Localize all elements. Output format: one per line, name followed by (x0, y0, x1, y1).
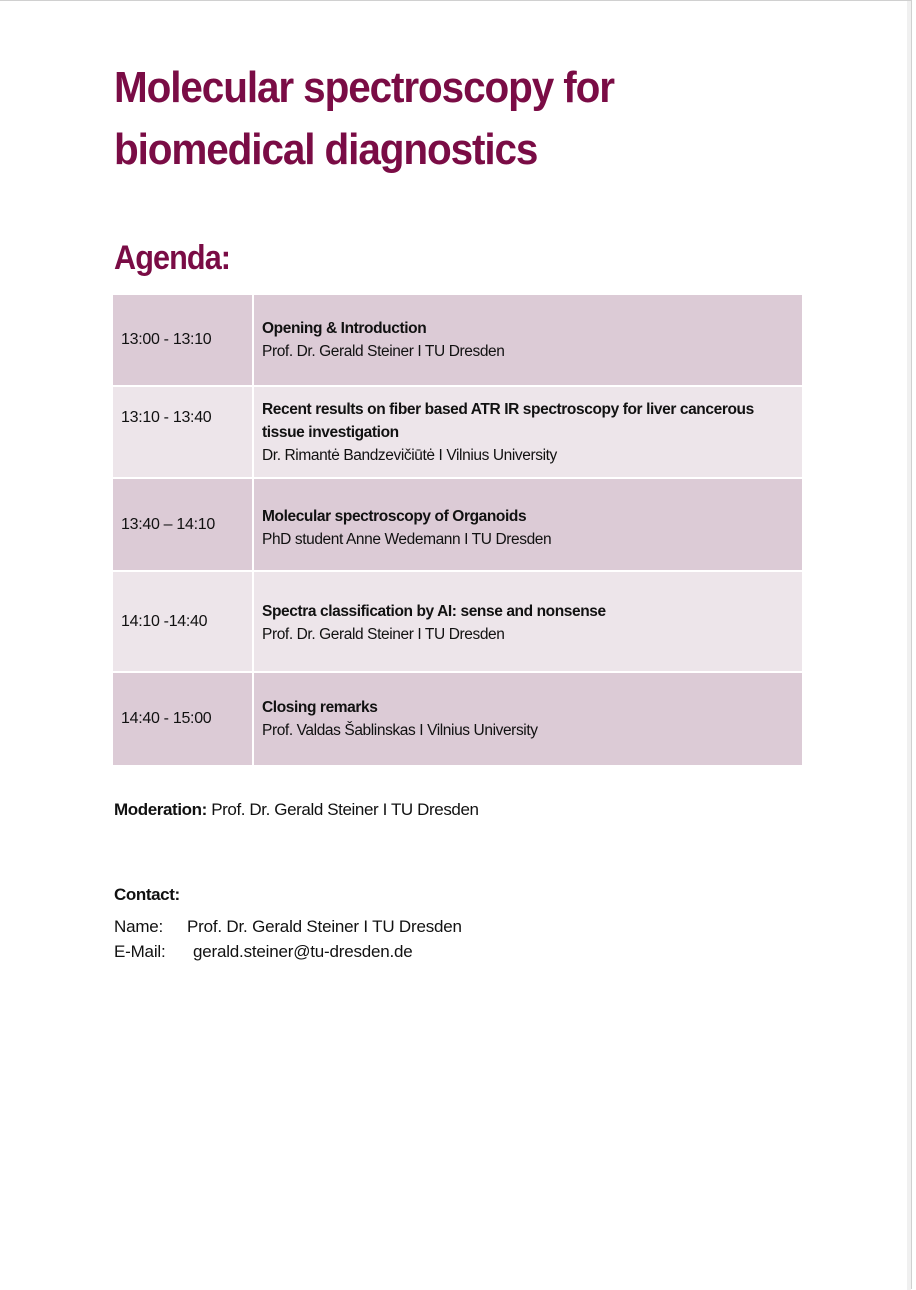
agenda-row (113, 673, 802, 765)
contact-heading: Contact: (114, 885, 180, 904)
talk-title: Recent results on fiber based ATR IR spectroscopy for liver cancerous tissue investigation (262, 400, 754, 441)
contact-email-line (114, 940, 413, 964)
contact-name-line (114, 915, 462, 939)
agenda-row (113, 572, 802, 673)
agenda-talk (254, 479, 802, 570)
agenda-talk (254, 572, 802, 671)
agenda-time: 13:00 - 13:10 (113, 295, 254, 385)
talk-speaker: Prof. Dr. Gerald Steiner I TU Dresden (262, 343, 505, 360)
contact-email-value[interactable]: gerald.steiner@tu-dresden.de (193, 942, 413, 961)
agenda-table (113, 295, 802, 765)
agenda-talk (254, 673, 802, 765)
moderation-label: Moderation: (114, 800, 207, 819)
agenda-time: 14:10 -14:40 (113, 572, 254, 671)
agenda-time: 14:40 - 15:00 (113, 673, 254, 765)
talk-title: Closing remarks (262, 699, 378, 716)
moderation-line (114, 798, 479, 822)
talk-speaker: Dr. Rimantė Bandzevičiūtė I Vilnius University (262, 446, 557, 464)
talk-speaker: Prof. Dr. Gerald Steiner I TU Dresden (262, 626, 505, 643)
talk-title: Spectra classification by AI: sense and nonsense (262, 603, 606, 620)
contact-name-value: Prof. Dr. Gerald Steiner I TU Dresden (187, 917, 462, 936)
contact-name-label: Name: (114, 917, 164, 936)
document-title: Molecular spectroscopy for biomedical diagnostics (114, 63, 614, 174)
talk-speaker: Prof. Valdas Šablinskas I Vilnius University (262, 722, 538, 739)
agenda-row (113, 387, 802, 479)
contact-email-label: E-Mail: (114, 942, 166, 961)
agenda-talk (254, 387, 802, 477)
agenda-row (113, 479, 802, 572)
agenda-time: 13:10 - 13:40 (113, 387, 254, 477)
page-edge (907, 1, 911, 1290)
agenda-heading: Agenda: (114, 239, 231, 277)
talk-title: Molecular spectroscopy of Organoids (262, 508, 527, 525)
moderation-value: Prof. Dr. Gerald Steiner I TU Dresden (211, 800, 479, 819)
talk-title: Opening & Introduction (262, 320, 427, 337)
agenda-row (113, 295, 802, 387)
agenda-talk (254, 295, 802, 385)
agenda-time: 13:40 – 14:10 (113, 479, 254, 570)
talk-speaker: PhD student Anne Wedemann I TU Dresden (262, 531, 552, 548)
